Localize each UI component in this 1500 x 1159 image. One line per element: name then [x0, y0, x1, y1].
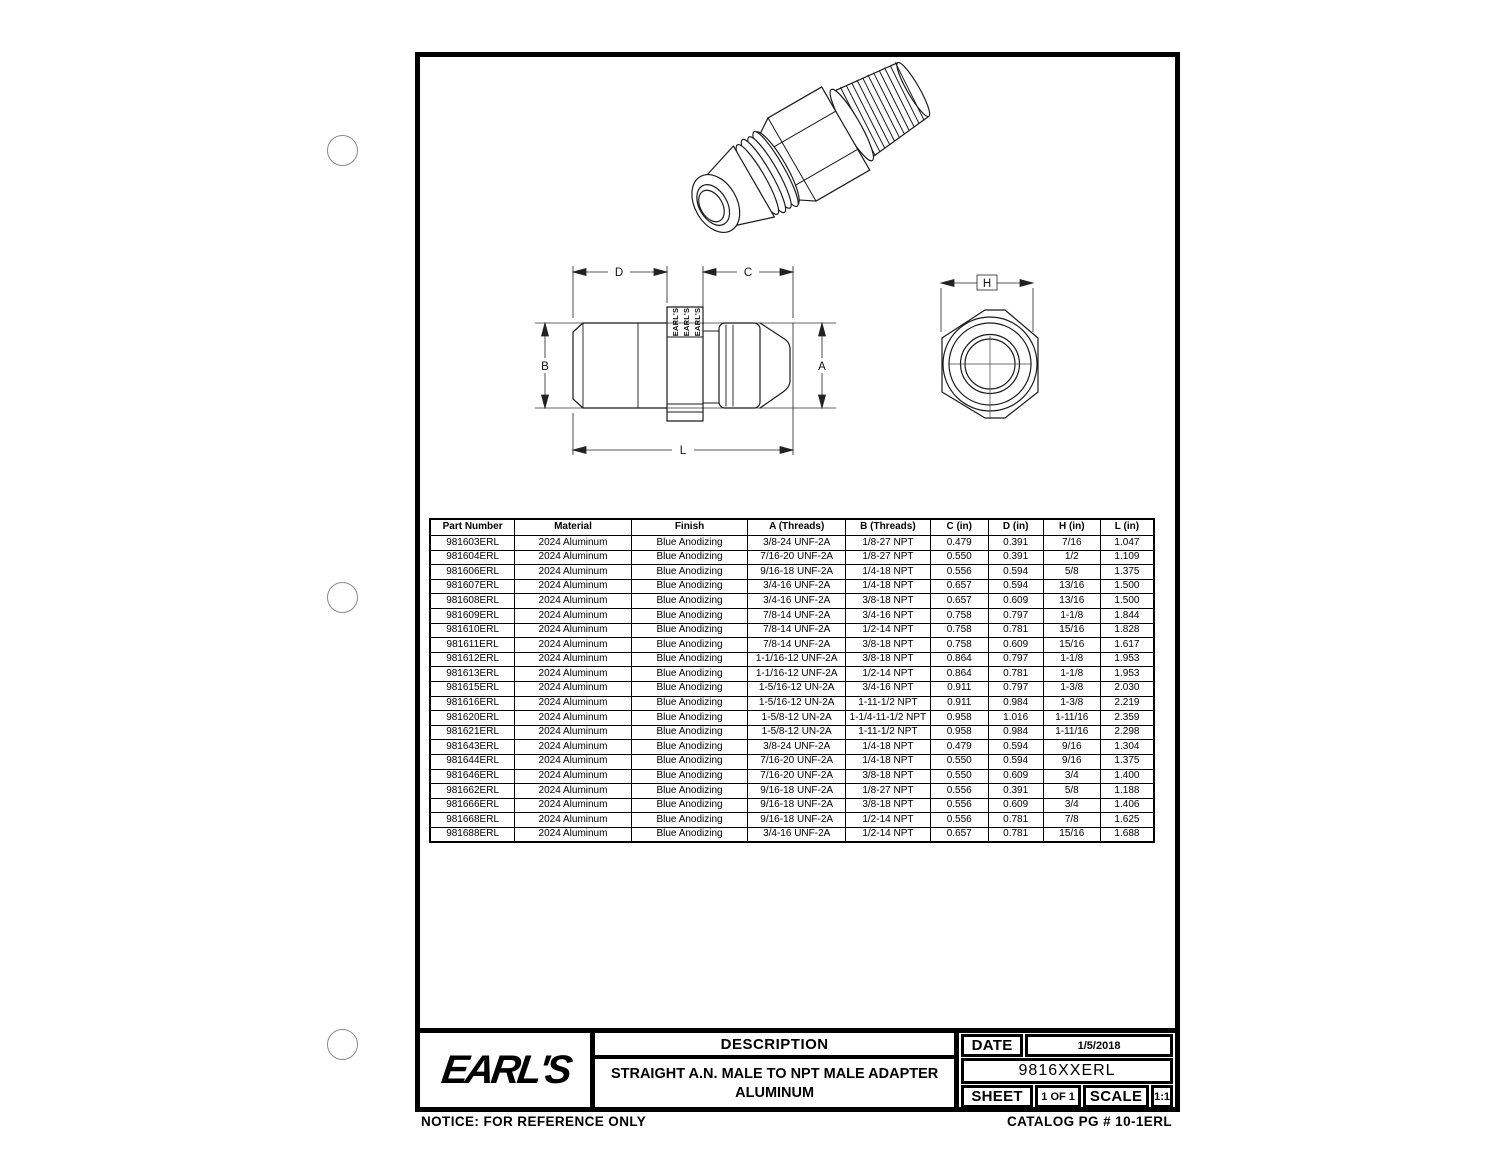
scale-value: 1:1 — [1151, 1085, 1173, 1108]
table-row — [430, 594, 1154, 609]
table-cell: 981646ERL — [430, 769, 515, 784]
sheet-scale-row — [961, 1085, 1173, 1108]
table-cell: 1.304 — [1100, 740, 1154, 755]
table-cell: 981610ERL — [430, 623, 515, 638]
table-cell: 981666ERL — [430, 798, 515, 813]
table-cell: 2.030 — [1100, 681, 1154, 696]
table-cell: 0.864 — [930, 667, 988, 682]
table-cell: 3/4 — [1043, 769, 1100, 784]
table-cell: 1-3/8 — [1043, 696, 1100, 711]
knurl-branding — [671, 308, 702, 336]
table-cell: 1-5/8-12 UN-2A — [748, 711, 846, 726]
table-cell: Blue Anodizing — [631, 579, 748, 594]
table-cell: 1.953 — [1100, 667, 1154, 682]
table-cell: 0.758 — [930, 608, 988, 623]
table-cell: 0.609 — [988, 798, 1043, 813]
table-column-header: D (in) — [988, 519, 1043, 536]
table-cell: 0.594 — [988, 740, 1043, 755]
table-cell: 981604ERL — [430, 550, 515, 565]
table-cell: 981613ERL — [430, 667, 515, 682]
table-cell: 981606ERL — [430, 565, 515, 580]
table-cell: Blue Anodizing — [631, 565, 748, 580]
table-cell: 0.550 — [930, 550, 988, 565]
table-cell: 1-5/8-12 UN-2A — [748, 725, 846, 740]
table-cell: 1.953 — [1100, 652, 1154, 667]
table-cell: 0.781 — [988, 667, 1043, 682]
table-cell: 2024 Aluminum — [515, 769, 632, 784]
table-cell: 1/8-27 NPT — [846, 536, 931, 551]
table-row — [430, 579, 1154, 594]
dim-label-h: H — [982, 278, 992, 290]
table-cell: 3/4-16 UNF-2A — [748, 594, 846, 609]
table-row — [430, 711, 1154, 726]
table-cell: 13/16 — [1043, 594, 1100, 609]
table-cell: 2024 Aluminum — [515, 784, 632, 799]
side-view-dimensions — [542, 266, 826, 455]
table-cell: 1.406 — [1100, 798, 1154, 813]
description-line2: ALUMINUM — [735, 1084, 815, 1101]
title-block-right — [959, 1033, 1175, 1107]
table-cell: 0.609 — [988, 769, 1043, 784]
table-cell: 2024 Aluminum — [515, 813, 632, 828]
table-cell: 9/16-18 UNF-2A — [748, 798, 846, 813]
table-cell: 1.400 — [1100, 769, 1154, 784]
description-cell — [595, 1033, 959, 1107]
table-cell: 1-11-1/2 NPT — [846, 696, 931, 711]
table-column-header: Material — [515, 519, 632, 536]
table-cell: 0.797 — [988, 608, 1043, 623]
table-cell: 9/16-18 UNF-2A — [748, 784, 846, 799]
table-cell: Blue Anodizing — [631, 681, 748, 696]
drawing-frame — [415, 52, 1180, 1112]
table-cell: 7/8-14 UNF-2A — [748, 608, 846, 623]
table-cell: 3/4-16 UNF-2A — [748, 579, 846, 594]
dim-label-a: A — [818, 361, 826, 373]
dim-label-c: C — [743, 267, 753, 279]
table-cell: 15/16 — [1043, 638, 1100, 653]
table-cell: 0.479 — [930, 740, 988, 755]
table-cell: Blue Anodizing — [631, 827, 748, 842]
table-cell: 0.556 — [930, 565, 988, 580]
table-cell: 981608ERL — [430, 594, 515, 609]
table-cell: 1.688 — [1100, 827, 1154, 842]
table-row — [430, 681, 1154, 696]
table-cell: 981607ERL — [430, 579, 515, 594]
table-cell: 981662ERL — [430, 784, 515, 799]
table-cell: 981612ERL — [430, 652, 515, 667]
table-cell: 5/8 — [1043, 784, 1100, 799]
table-cell: 1/4-18 NPT — [846, 754, 931, 769]
table-cell: Blue Anodizing — [631, 638, 748, 653]
table-cell: 0.781 — [988, 813, 1043, 828]
table-cell: 0.984 — [988, 725, 1043, 740]
table-cell: 1/4-18 NPT — [846, 740, 931, 755]
table-cell: 0.391 — [988, 784, 1043, 799]
table-cell: 0.550 — [930, 769, 988, 784]
table-cell: 981688ERL — [430, 827, 515, 842]
title-block — [420, 1028, 1175, 1107]
table-row — [430, 740, 1154, 755]
table-cell: 1.375 — [1100, 754, 1154, 769]
table-cell: 3/8-18 NPT — [846, 594, 931, 609]
table-cell: 3/8-18 NPT — [846, 652, 931, 667]
table-cell: Blue Anodizing — [631, 725, 748, 740]
punch-hole — [327, 582, 358, 613]
description-body — [595, 1059, 954, 1107]
table-cell: 981668ERL — [430, 813, 515, 828]
table-cell: Blue Anodizing — [631, 711, 748, 726]
table-cell: 2.359 — [1100, 711, 1154, 726]
table-cell: 2024 Aluminum — [515, 536, 632, 551]
table-cell: Blue Anodizing — [631, 784, 748, 799]
table-cell: 981615ERL — [430, 681, 515, 696]
table-row — [430, 565, 1154, 580]
table-cell: 2024 Aluminum — [515, 725, 632, 740]
table-cell: 7/8-14 UNF-2A — [748, 623, 846, 638]
table-cell: 0.911 — [930, 696, 988, 711]
table-cell: 981603ERL — [430, 536, 515, 551]
table-cell: 1.047 — [1100, 536, 1154, 551]
table-cell: 1.016 — [988, 711, 1043, 726]
table-column-header: C (in) — [930, 519, 988, 536]
scale-label: SCALE — [1083, 1085, 1149, 1108]
table-cell: Blue Anodizing — [631, 813, 748, 828]
table-cell: 13/16 — [1043, 579, 1100, 594]
table-cell: 0.556 — [930, 813, 988, 828]
table-cell: Blue Anodizing — [631, 608, 748, 623]
table-cell: 0.781 — [988, 827, 1043, 842]
dim-label-b: B — [541, 361, 549, 373]
table-cell: 1.828 — [1100, 623, 1154, 638]
table-cell: 2024 Aluminum — [515, 608, 632, 623]
table-cell: 3/8-24 UNF-2A — [748, 536, 846, 551]
table-cell: 3/4-16 NPT — [846, 608, 931, 623]
date-row — [961, 1034, 1173, 1057]
table-row — [430, 827, 1154, 842]
isometric-view — [674, 57, 943, 256]
side-view-dim-labels — [536, 264, 831, 457]
table-column-header: L (in) — [1100, 519, 1154, 536]
table-cell: 2.298 — [1100, 725, 1154, 740]
table-cell: 1/4-18 NPT — [846, 579, 931, 594]
table-cell: Blue Anodizing — [631, 754, 748, 769]
table-cell: 1.188 — [1100, 784, 1154, 799]
table-cell: 3/8-24 UNF-2A — [748, 740, 846, 755]
table-cell: 0.657 — [930, 827, 988, 842]
table-cell: 9/16 — [1043, 740, 1100, 755]
table-cell: 1-1/8 — [1043, 608, 1100, 623]
punch-hole — [327, 1029, 358, 1060]
table-cell: 0.958 — [930, 725, 988, 740]
table-cell: 0.984 — [988, 696, 1043, 711]
table-cell: 5/8 — [1043, 565, 1100, 580]
table-cell: 1-11-1/2 NPT — [846, 725, 931, 740]
table-cell: 0.479 — [930, 536, 988, 551]
table-cell: 2.219 — [1100, 696, 1154, 711]
table-cell: 0.609 — [988, 594, 1043, 609]
table-cell: 0.391 — [988, 536, 1043, 551]
table-cell: 2024 Aluminum — [515, 681, 632, 696]
table-row — [430, 638, 1154, 653]
table-cell: Blue Anodizing — [631, 798, 748, 813]
table-cell: 3/8-18 NPT — [846, 769, 931, 784]
table-cell: 2024 Aluminum — [515, 696, 632, 711]
table-column-header: Part Number — [430, 519, 515, 536]
table-row — [430, 623, 1154, 638]
part-number-row — [961, 1058, 1173, 1084]
table-cell: 0.594 — [988, 565, 1043, 580]
table-cell: 2024 Aluminum — [515, 594, 632, 609]
table-cell: 15/16 — [1043, 623, 1100, 638]
table-cell: 9/16 — [1043, 754, 1100, 769]
table-cell: Blue Anodizing — [631, 652, 748, 667]
technical-drawing — [420, 57, 1175, 515]
table-cell: 1-5/16-12 UN-2A — [748, 696, 846, 711]
table-cell: 0.391 — [988, 550, 1043, 565]
date-value: 1/5/2018 — [1025, 1034, 1173, 1057]
description-line1: STRAIGHT A.N. MALE TO NPT MALE ADAPTER — [610, 1065, 939, 1082]
table-cell: 981616ERL — [430, 696, 515, 711]
table-cell: 3/8-18 NPT — [846, 798, 931, 813]
dim-label-l: L — [679, 445, 687, 457]
knurl-text: EARL'S — [692, 307, 702, 337]
part-number: 9816XXERL — [961, 1058, 1173, 1084]
table-cell: 3/4-16 UNF-2A — [748, 827, 846, 842]
date-label: DATE — [961, 1034, 1023, 1057]
table-cell: 0.758 — [930, 623, 988, 638]
table-cell: 2024 Aluminum — [515, 623, 632, 638]
table-cell: 1/8-27 NPT — [846, 550, 931, 565]
end-view — [942, 310, 1038, 419]
table-cell: 0.911 — [930, 681, 988, 696]
table-cell: 1/2-14 NPT — [846, 827, 931, 842]
table-cell: 0.758 — [930, 638, 988, 653]
table-cell: 1.625 — [1100, 813, 1154, 828]
table-cell: 2024 Aluminum — [515, 711, 632, 726]
table-cell: 1-1/16-12 UNF-2A — [748, 667, 846, 682]
table-cell: 1-3/8 — [1043, 681, 1100, 696]
table-cell: 9/16-18 UNF-2A — [748, 565, 846, 580]
table-cell: 2024 Aluminum — [515, 667, 632, 682]
table-row — [430, 754, 1154, 769]
table-row — [430, 784, 1154, 799]
reference-notice: NOTICE: FOR REFERENCE ONLY — [421, 1114, 647, 1129]
table-cell: 1-5/16-12 UN-2A — [748, 681, 846, 696]
table-cell: Blue Anodizing — [631, 667, 748, 682]
table-cell: 0.556 — [930, 784, 988, 799]
table-cell: 0.781 — [988, 623, 1043, 638]
table-column-header: B (Threads) — [846, 519, 931, 536]
table-cell: 981643ERL — [430, 740, 515, 755]
table-row — [430, 667, 1154, 682]
table-cell: 0.609 — [988, 638, 1043, 653]
table-cell: 981611ERL — [430, 638, 515, 653]
table-cell: 2024 Aluminum — [515, 565, 632, 580]
table-cell: 2024 Aluminum — [515, 550, 632, 565]
table-cell: 981621ERL — [430, 725, 515, 740]
table-cell: 1/2-14 NPT — [846, 623, 931, 638]
table-cell: 1.375 — [1100, 565, 1154, 580]
table-cell: 1.617 — [1100, 638, 1154, 653]
logo-cell — [420, 1033, 595, 1107]
table-row — [430, 769, 1154, 784]
punch-hole — [327, 135, 358, 166]
table-cell: 7/16-20 UNF-2A — [748, 769, 846, 784]
table-cell: 0.594 — [988, 754, 1043, 769]
table-cell: 1/2-14 NPT — [846, 667, 931, 682]
table-row — [430, 696, 1154, 711]
table-cell: 2024 Aluminum — [515, 638, 632, 653]
table-cell: 1-11/16 — [1043, 725, 1100, 740]
table-cell: 7/16-20 UNF-2A — [748, 754, 846, 769]
table-cell: 2024 Aluminum — [515, 754, 632, 769]
table-cell: 0.797 — [988, 652, 1043, 667]
knurl-text: EARL'S — [670, 307, 680, 337]
table-cell: 0.550 — [930, 754, 988, 769]
spec-table-body — [430, 536, 1154, 843]
table-cell: 1-11/16 — [1043, 711, 1100, 726]
table-cell: 2024 Aluminum — [515, 652, 632, 667]
table-cell: 1-1/16-12 UNF-2A — [748, 652, 846, 667]
table-cell: 0.797 — [988, 681, 1043, 696]
earls-logo: EARL'S — [438, 1047, 572, 1092]
table-column-header: Finish — [631, 519, 748, 536]
table-row — [430, 536, 1154, 551]
table-cell: 1.109 — [1100, 550, 1154, 565]
table-cell: Blue Anodizing — [631, 594, 748, 609]
table-cell: 1/8-27 NPT — [846, 784, 931, 799]
table-cell: 3/8-18 NPT — [846, 638, 931, 653]
table-header-row — [430, 519, 1154, 536]
table-cell: 0.958 — [930, 711, 988, 726]
table-cell: 7/8 — [1043, 813, 1100, 828]
table-cell: 0.594 — [988, 579, 1043, 594]
table-cell: 1/4-18 NPT — [846, 565, 931, 580]
table-cell: 1.500 — [1100, 579, 1154, 594]
table-cell: Blue Anodizing — [631, 740, 748, 755]
table-cell: Blue Anodizing — [631, 623, 748, 638]
table-cell: 1/2 — [1043, 550, 1100, 565]
table-cell: 2024 Aluminum — [515, 579, 632, 594]
table-cell: Blue Anodizing — [631, 769, 748, 784]
table-cell: 2024 Aluminum — [515, 827, 632, 842]
table-cell: 3/4-16 NPT — [846, 681, 931, 696]
table-cell: 1-1/4-11-1/2 NPT — [846, 711, 931, 726]
table-cell: 15/16 — [1043, 827, 1100, 842]
table-cell: 0.657 — [930, 579, 988, 594]
table-cell: 7/16 — [1043, 536, 1100, 551]
catalog-page-ref: CATALOG PG # 10-1ERL — [1006, 1114, 1172, 1129]
table-cell: Blue Anodizing — [631, 536, 748, 551]
table-cell: 0.864 — [930, 652, 988, 667]
table-cell: 1-1/8 — [1043, 652, 1100, 667]
table-row — [430, 725, 1154, 740]
sheet-value: 1 OF 1 — [1035, 1085, 1081, 1108]
table-cell: 981644ERL — [430, 754, 515, 769]
sheet-label: SHEET — [961, 1085, 1033, 1108]
table-cell: 7/8-14 UNF-2A — [748, 638, 846, 653]
table-cell: 981620ERL — [430, 711, 515, 726]
table-cell: 0.657 — [930, 594, 988, 609]
table-cell: 7/16-20 UNF-2A — [748, 550, 846, 565]
table-cell: 2024 Aluminum — [515, 740, 632, 755]
spec-table — [429, 518, 1155, 843]
table-cell: 1-1/8 — [1043, 667, 1100, 682]
table-cell: 981609ERL — [430, 608, 515, 623]
table-cell: 2024 Aluminum — [515, 798, 632, 813]
table-cell: 1.500 — [1100, 594, 1154, 609]
table-column-header: H (in) — [1043, 519, 1100, 536]
description-header: DESCRIPTION — [595, 1033, 954, 1059]
table-row — [430, 550, 1154, 565]
table-row — [430, 798, 1154, 813]
knurl-text: EARL'S — [681, 307, 691, 337]
table-cell: 9/16-18 UNF-2A — [748, 813, 846, 828]
table-cell: 0.556 — [930, 798, 988, 813]
table-row — [430, 813, 1154, 828]
table-row — [430, 652, 1154, 667]
table-cell: 1/2-14 NPT — [846, 813, 931, 828]
dim-label-d: D — [614, 267, 624, 279]
table-cell: Blue Anodizing — [631, 550, 748, 565]
table-cell: 1.844 — [1100, 608, 1154, 623]
table-row — [430, 608, 1154, 623]
table-column-header: A (Threads) — [748, 519, 846, 536]
table-cell: 3/4 — [1043, 798, 1100, 813]
table-cell: Blue Anodizing — [631, 696, 748, 711]
